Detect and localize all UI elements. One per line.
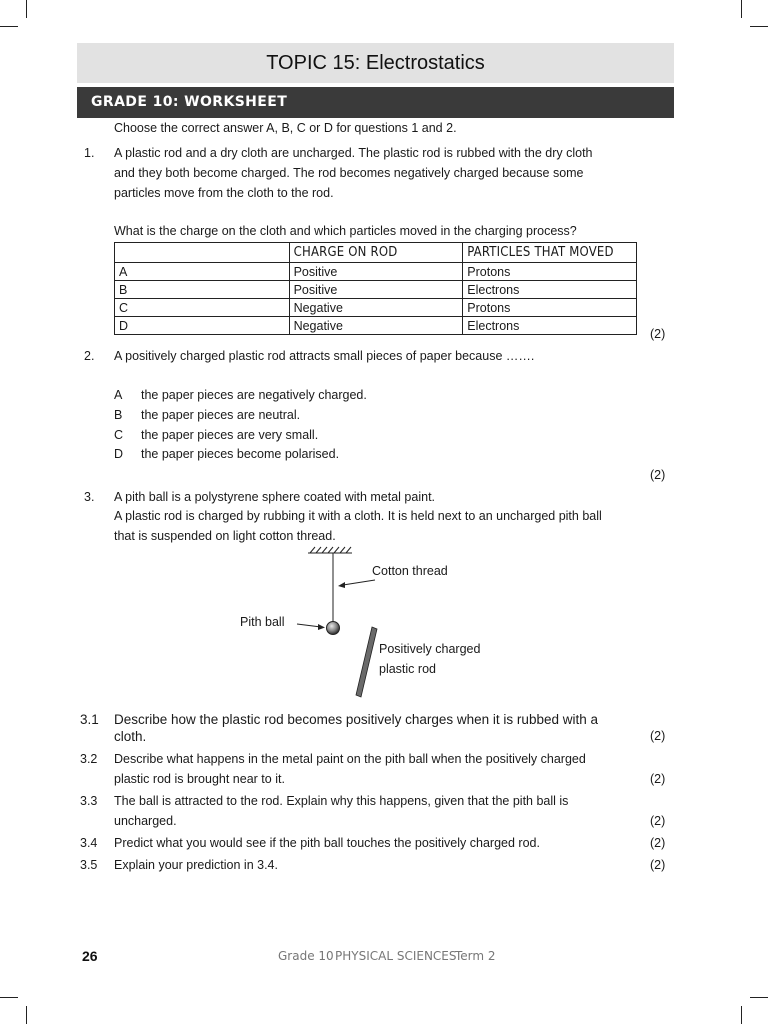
subquestion-number: 3.5 bbox=[80, 858, 98, 872]
table-cell: Positive bbox=[289, 263, 463, 281]
table-header-row bbox=[115, 243, 637, 263]
question-number: 1. bbox=[84, 146, 95, 160]
option-letter: D bbox=[114, 447, 124, 461]
marks: (2) bbox=[650, 814, 666, 828]
option-letter: C bbox=[114, 428, 124, 442]
table-header-cell bbox=[115, 243, 290, 263]
subquestion-number: 3.2 bbox=[80, 752, 98, 766]
question-text: and they both become charged. The rod becomes negatively charged because some bbox=[114, 166, 584, 180]
table-cell: C bbox=[115, 299, 290, 317]
subquestion-text: uncharged. bbox=[114, 814, 177, 828]
pith-ball-label: Pith ball bbox=[240, 615, 285, 629]
crop-mark bbox=[741, 0, 742, 18]
worksheet-banner bbox=[77, 87, 674, 118]
crop-mark bbox=[26, 0, 27, 18]
table-row bbox=[115, 281, 637, 299]
table-cell: Electrons bbox=[463, 281, 637, 299]
table-row bbox=[115, 299, 637, 317]
thread-pointer-arrow bbox=[338, 580, 375, 588]
question-text: A positively charged plastic rod attracts small pieces of paper because ……. bbox=[114, 349, 535, 363]
option-text: the paper pieces become polarised. bbox=[141, 447, 340, 461]
table-cell: D bbox=[115, 317, 290, 335]
crop-mark bbox=[26, 1006, 27, 1024]
table-header-cell: CHARGE ON ROD bbox=[289, 243, 463, 263]
table-cell: Positive bbox=[289, 281, 463, 299]
thread-label: Cotton thread bbox=[372, 564, 448, 578]
subquestion-number: 3.1 bbox=[80, 712, 99, 727]
table-cell: Electrons bbox=[463, 317, 637, 335]
ceiling-support bbox=[308, 547, 352, 553]
subquestion-text: Describe what happens in the metal paint on the pith ball when the positively charged bbox=[114, 752, 586, 766]
subquestion-text: cloth. bbox=[114, 729, 147, 744]
footer-term: Term 2 bbox=[455, 949, 496, 963]
ball-pointer-arrow bbox=[297, 624, 325, 630]
crop-mark bbox=[741, 1006, 742, 1024]
answer-table bbox=[114, 242, 637, 335]
table-cell: Negative bbox=[289, 317, 463, 335]
crop-mark bbox=[750, 997, 768, 998]
plastic-rod bbox=[356, 627, 377, 697]
marks: (2) bbox=[650, 772, 666, 786]
option-letter: B bbox=[114, 408, 123, 422]
question-text: particles move from the cloth to the rod. bbox=[114, 186, 334, 200]
question-text: A plastic rod is charged by rubbing it with a cloth. It is held next to an uncharged pith ball bbox=[114, 509, 602, 523]
rod-label: Positively charged bbox=[379, 642, 481, 656]
subquestion-text: Explain your prediction in 3.4. bbox=[114, 858, 278, 872]
footer-subject: PHYSICAL SCIENCES bbox=[335, 949, 457, 963]
table-header-cell: PARTICLES THAT MOVED bbox=[463, 243, 637, 263]
marks: (2) bbox=[650, 729, 666, 743]
marks: (2) bbox=[650, 836, 666, 850]
marks: (2) bbox=[650, 327, 666, 341]
table-cell: B bbox=[115, 281, 290, 299]
table-cell: A bbox=[115, 263, 290, 281]
crop-mark bbox=[750, 26, 768, 27]
marks: (2) bbox=[650, 858, 666, 872]
table-cell: Protons bbox=[463, 263, 637, 281]
subquestion-text: Describe how the plastic rod becomes positively charges when it is rubbed with a bbox=[114, 712, 598, 727]
subquestion-text: Predict what you would see if the pith ball touches the positively charged rod. bbox=[114, 836, 540, 850]
table-cell: Protons bbox=[463, 299, 637, 317]
table-row bbox=[115, 317, 637, 335]
subquestion-text: The ball is attracted to the rod. Explain why this happens, given that the pith ball is bbox=[114, 794, 569, 808]
topic-title: TOPIC 15: Electrostatics bbox=[77, 43, 674, 83]
question-number: 3. bbox=[84, 490, 95, 504]
question-text: that is suspended on light cotton thread. bbox=[114, 529, 336, 543]
page-number: 26 bbox=[82, 948, 98, 964]
subquestion-text: plastic rod is brought near to it. bbox=[114, 772, 285, 786]
rod-label: plastic rod bbox=[379, 662, 436, 676]
crop-mark bbox=[0, 997, 18, 998]
table-cell: Negative bbox=[289, 299, 463, 317]
pith-ball bbox=[327, 622, 340, 635]
question-text: A plastic rod and a dry cloth are uncharged. The plastic rod is rubbed with the dry cloth bbox=[114, 146, 593, 160]
question-prompt: What is the charge on the cloth and which particles moved in the charging process? bbox=[114, 224, 577, 238]
option-text: the paper pieces are very small. bbox=[141, 428, 319, 442]
option-letter: A bbox=[114, 388, 123, 402]
instructions: Choose the correct answer A, B, C or D for questions 1 and 2. bbox=[114, 121, 457, 135]
crop-mark bbox=[0, 26, 18, 27]
subquestion-number: 3.4 bbox=[80, 836, 98, 850]
marks: (2) bbox=[650, 468, 666, 482]
footer-grade: Grade 10 bbox=[278, 949, 334, 963]
subquestion-number: 3.3 bbox=[80, 794, 98, 808]
question-number: 2. bbox=[84, 349, 95, 363]
table-row bbox=[115, 263, 637, 281]
worksheet-label: GRADE 10: WORKSHEET bbox=[91, 94, 288, 110]
option-text: the paper pieces are negatively charged. bbox=[141, 388, 367, 402]
option-text: the paper pieces are neutral. bbox=[141, 408, 301, 422]
question-text: A pith ball is a polystyrene sphere coated with metal paint. bbox=[114, 490, 436, 504]
